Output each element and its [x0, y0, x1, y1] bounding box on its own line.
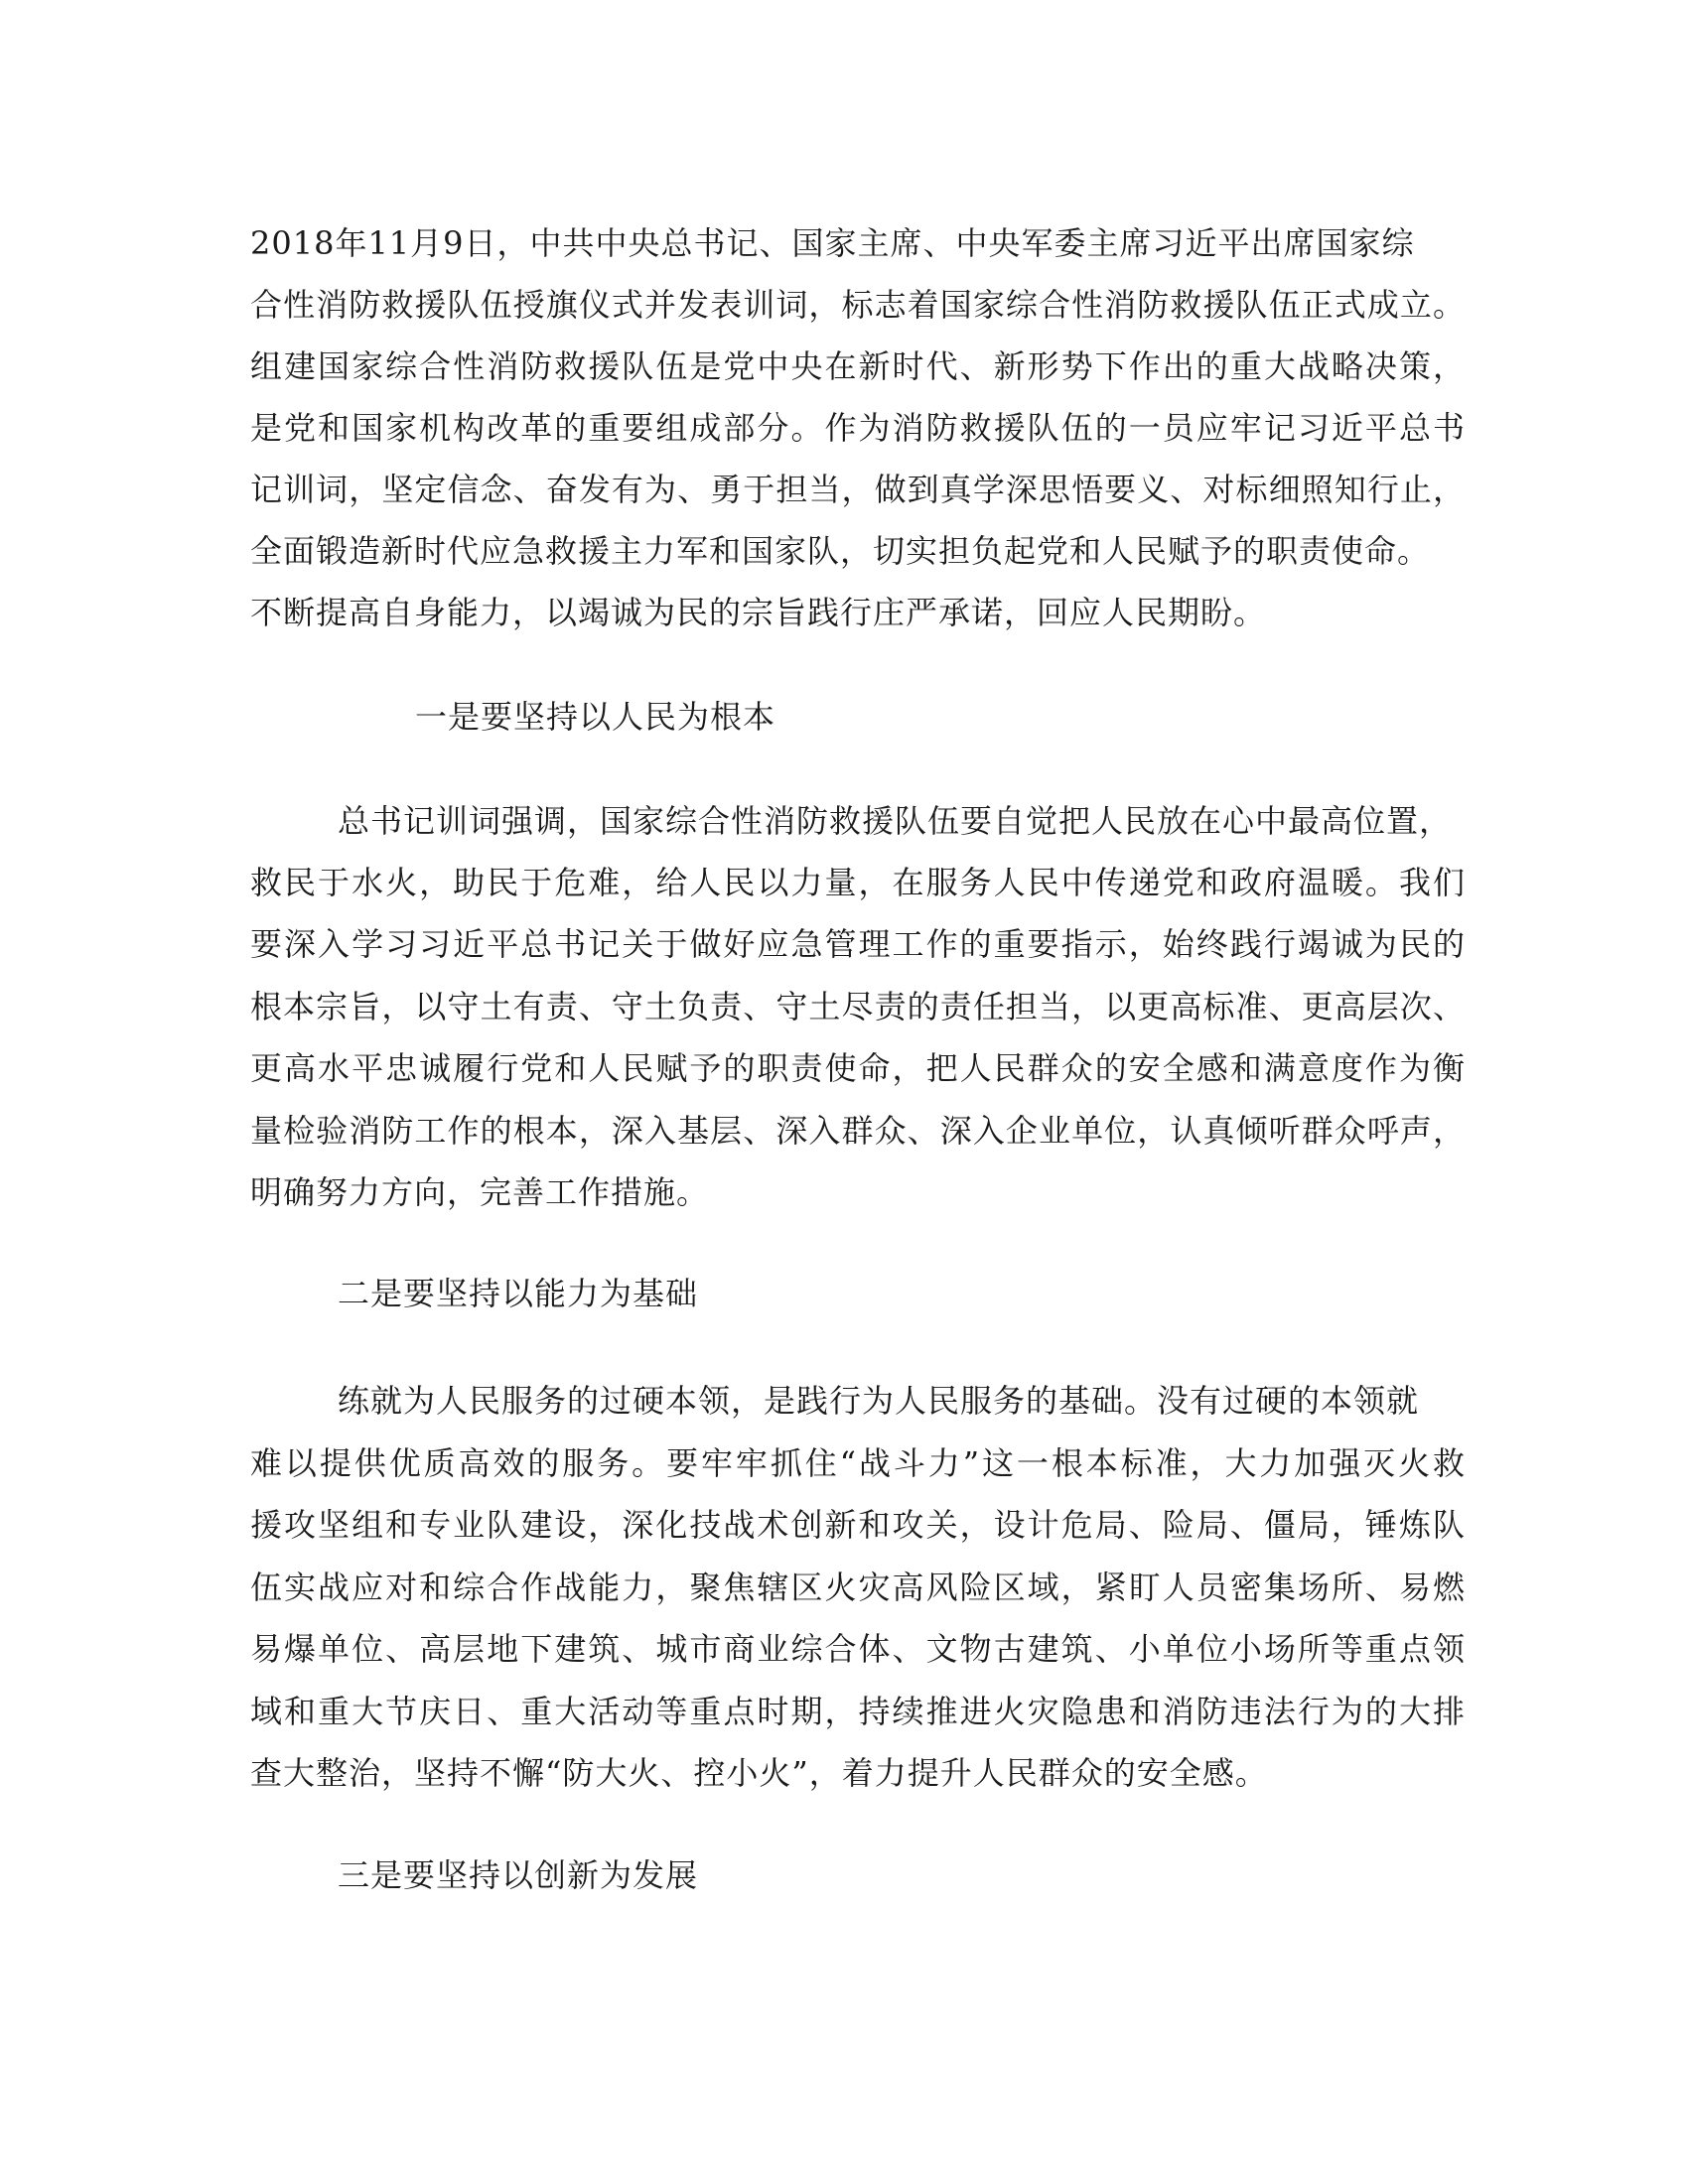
text-line: 组建国家综合性消防救援队伍是党中央在新时代、新形势下作出的重大战略决策，: [250, 347, 1466, 385]
text-line: 合性消防救援队伍授旗仪式并发表训词，标志着国家综合性消防救援队伍正式成立。: [250, 286, 1466, 324]
text-line: 总书记训词强调，国家综合性消防救援队伍要自觉把人民放在心中最高位置，: [338, 802, 1453, 840]
text-line: 明确努力方向，完善工作措施。: [250, 1173, 710, 1211]
text-line: 2018年11月9日，中共中央总书记、国家主席、中央军委主席习近平出席国家综: [250, 224, 1415, 262]
text-line: 域和重大节庆日、重大活动等重点时期，持续推进火灾隐患和消防违法行为的大排: [250, 1693, 1466, 1730]
text-line: 易爆单位、高层地下建筑、城市商业综合体、文物古建筑、小单位小场所等重点领: [250, 1630, 1466, 1668]
text-line: 练就为人民服务的过硬本领，是践行为人民服务的基础。没有过硬的本领就: [338, 1382, 1420, 1420]
text-line: 更高水平忠诚履行党和人民赋予的职责使命，把人民群众的安全感和满意度作为衡: [250, 1049, 1466, 1087]
text-line: 救民于水火，助民于危难，给人民以力量，在服务人民中传递党和政府温暖。我们: [250, 864, 1466, 901]
text-line: 是党和国家机构改革的重要组成部分。作为消防救援队伍的一员应牢记习近平总书: [250, 409, 1466, 447]
text-line: 不断提高自身能力，以竭诚为民的宗旨践行庄严承诺，回应人民期盼。: [250, 594, 1267, 631]
text-line: 量检验消防工作的根本，深入基层、深入群众、深入企业单位，认真倾听群众呼声，: [250, 1112, 1466, 1150]
text-line: 要深入学习习近平总书记关于做好应急管理工作的重要指示，始终践行竭诚为民的: [250, 925, 1466, 963]
section-heading-1: 一是要坚持以人民为根本: [415, 698, 776, 736]
text-line: 查大整治，坚持不懈“防大火、控小火”，着力提升人民群众的安全感。: [250, 1754, 1268, 1792]
text-line: 援攻坚组和专业队建设，深化技战术创新和攻关，设计危局、险局、僵局，锤炼队: [250, 1506, 1466, 1544]
section-heading-2: 二是要坚持以能力为基础: [338, 1275, 699, 1312]
text-line: 记训词，坚定信念、奋发有为、勇于担当，做到真学深思悟要义、对标细照知行止，: [250, 471, 1466, 508]
text-line: 根本宗旨，以守土有责、守土负责、守土尽责的责任担当，以更高标准、更高层次、: [250, 988, 1466, 1025]
section-heading-3: 三是要坚持以创新为发展: [338, 1856, 699, 1894]
text-line: 伍实战应对和综合作战能力，聚焦辖区火灾高风险区域，紧盯人员密集场所、易燃: [250, 1569, 1466, 1606]
text-line: 难以提供优质高效的服务。要牢牢抓住“战斗力”这一根本标准，大力加强灭火救: [250, 1444, 1466, 1482]
text-line: 全面锻造新时代应急救援主力军和国家队，切实担负起党和人民赋予的职责使命。: [250, 532, 1431, 570]
